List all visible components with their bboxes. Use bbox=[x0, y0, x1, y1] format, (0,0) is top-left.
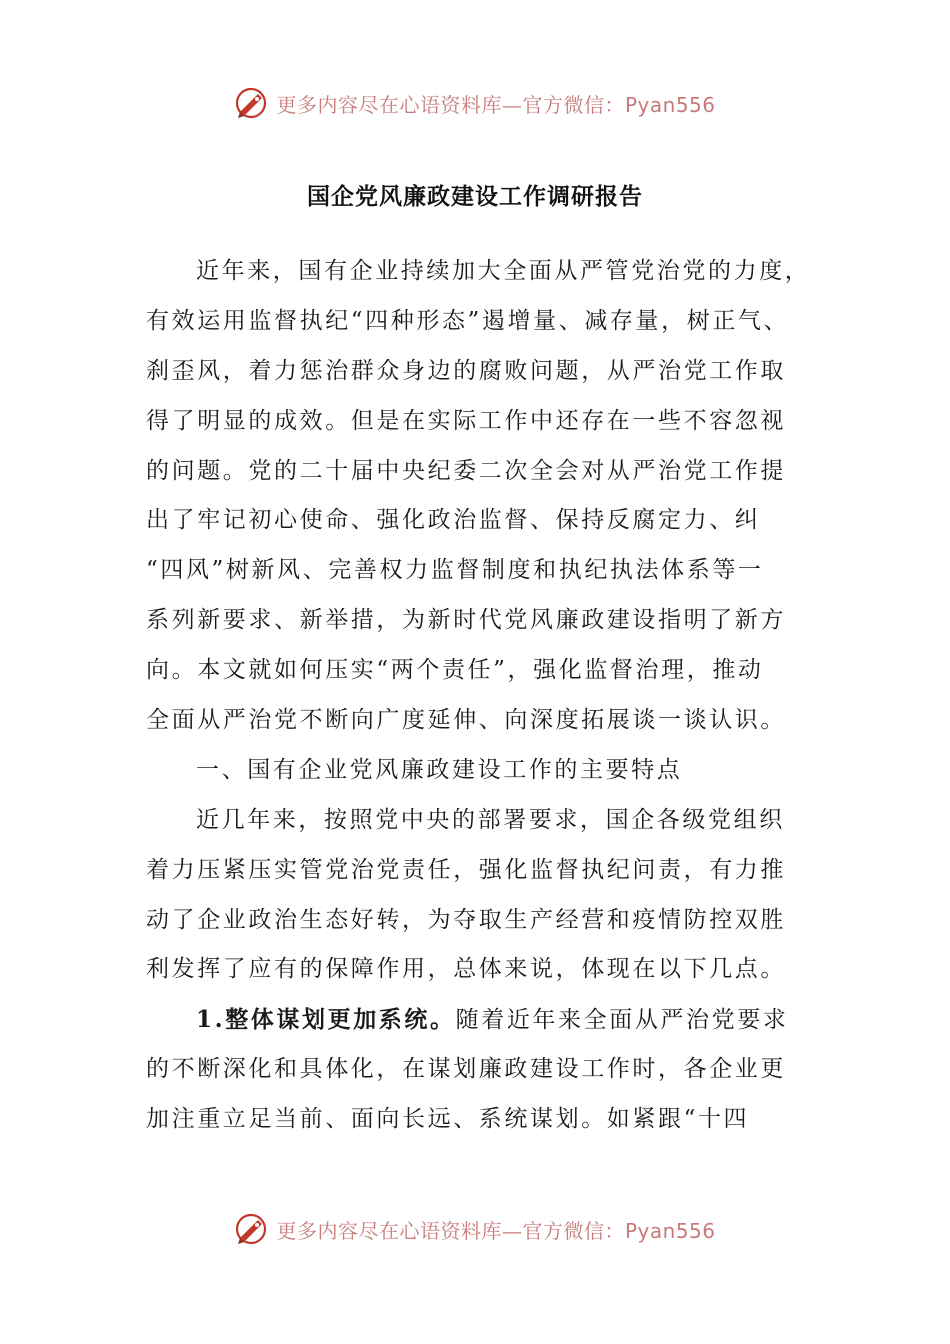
paragraph-line: 利发挥了应有的保障作用，总体来说，体现在以下几点。 bbox=[146, 956, 786, 983]
subsection-line bbox=[146, 995, 789, 1045]
subsection-heading: 1.整体谋划更加系统。 bbox=[196, 1006, 456, 1034]
paragraph-line: “四风”树新风、完善权力监督制度和执纪执法体系等一 bbox=[146, 557, 764, 584]
paragraph-line: 全面从严治党不断向广度延伸、向深度拓展谈一谈认识。 bbox=[146, 707, 786, 734]
paragraph-line: 着力压紧压实管党治党责任，强化监督执纪问责，有力推 bbox=[146, 856, 786, 883]
paragraph-line: 刹歪风，着力惩治群众身边的腐败问题，从严治党工作取 bbox=[146, 357, 786, 384]
watermark-text: 更多内容尽在心语资料库—官方微信：Pyan556 bbox=[276, 92, 716, 117]
document-body bbox=[146, 247, 811, 1145]
pen-logo-icon bbox=[234, 1212, 268, 1246]
paragraph-line: 的不断深化和具体化，在谋划廉政建设工作时，各企业更 bbox=[146, 1056, 786, 1083]
footer-watermark bbox=[0, 1209, 950, 1249]
watermark-text: 更多内容尽在心语资料库—官方微信：Pyan556 bbox=[276, 1218, 716, 1243]
paragraph-line: 出了牢记初心使命、强化政治监督、保持反腐定力、纠 bbox=[146, 507, 761, 534]
paragraph-line: 动了企业政治生态好转，为夺取生产经营和疫情防控双胜 bbox=[146, 906, 786, 933]
paragraph-line: 加注重立足当前、面向长远、系统谋划。如紧跟“十四 bbox=[146, 1106, 750, 1133]
subsection-text: 随着近年来全面从严治党要求 bbox=[455, 1007, 789, 1034]
header-watermark bbox=[0, 83, 950, 123]
paragraph-line: 近几年来，按照党中央的部署要求，国企各级党组织 bbox=[196, 806, 785, 833]
pen-logo-icon bbox=[234, 86, 268, 120]
document-title: 国企党风廉政建设工作调研报告 bbox=[307, 183, 643, 210]
paragraph-line: 得了明显的成效。但是在实际工作中还存在一些不容忽视 bbox=[146, 407, 786, 434]
paragraph-line: 的问题。党的二十届中央纪委二次全会对从严治党工作提 bbox=[146, 457, 786, 484]
paragraph-line: 有效运用监督执纪“四种形态”遏增量、减存量，树正气、 bbox=[146, 307, 790, 334]
paragraph-line: 近年来，国有企业持续加大全面从严管党治党的力度， bbox=[196, 258, 811, 284]
paragraph-line: 系列新要求、新举措，为新时代党风廉政建设指明了新方 bbox=[146, 607, 786, 634]
section-heading: 一、国有企业党风廉政建设工作的主要特点 bbox=[196, 756, 683, 783]
paragraph-line: 向。本文就如何压实“两个责任”，强化监督治理，推动 bbox=[146, 657, 764, 684]
